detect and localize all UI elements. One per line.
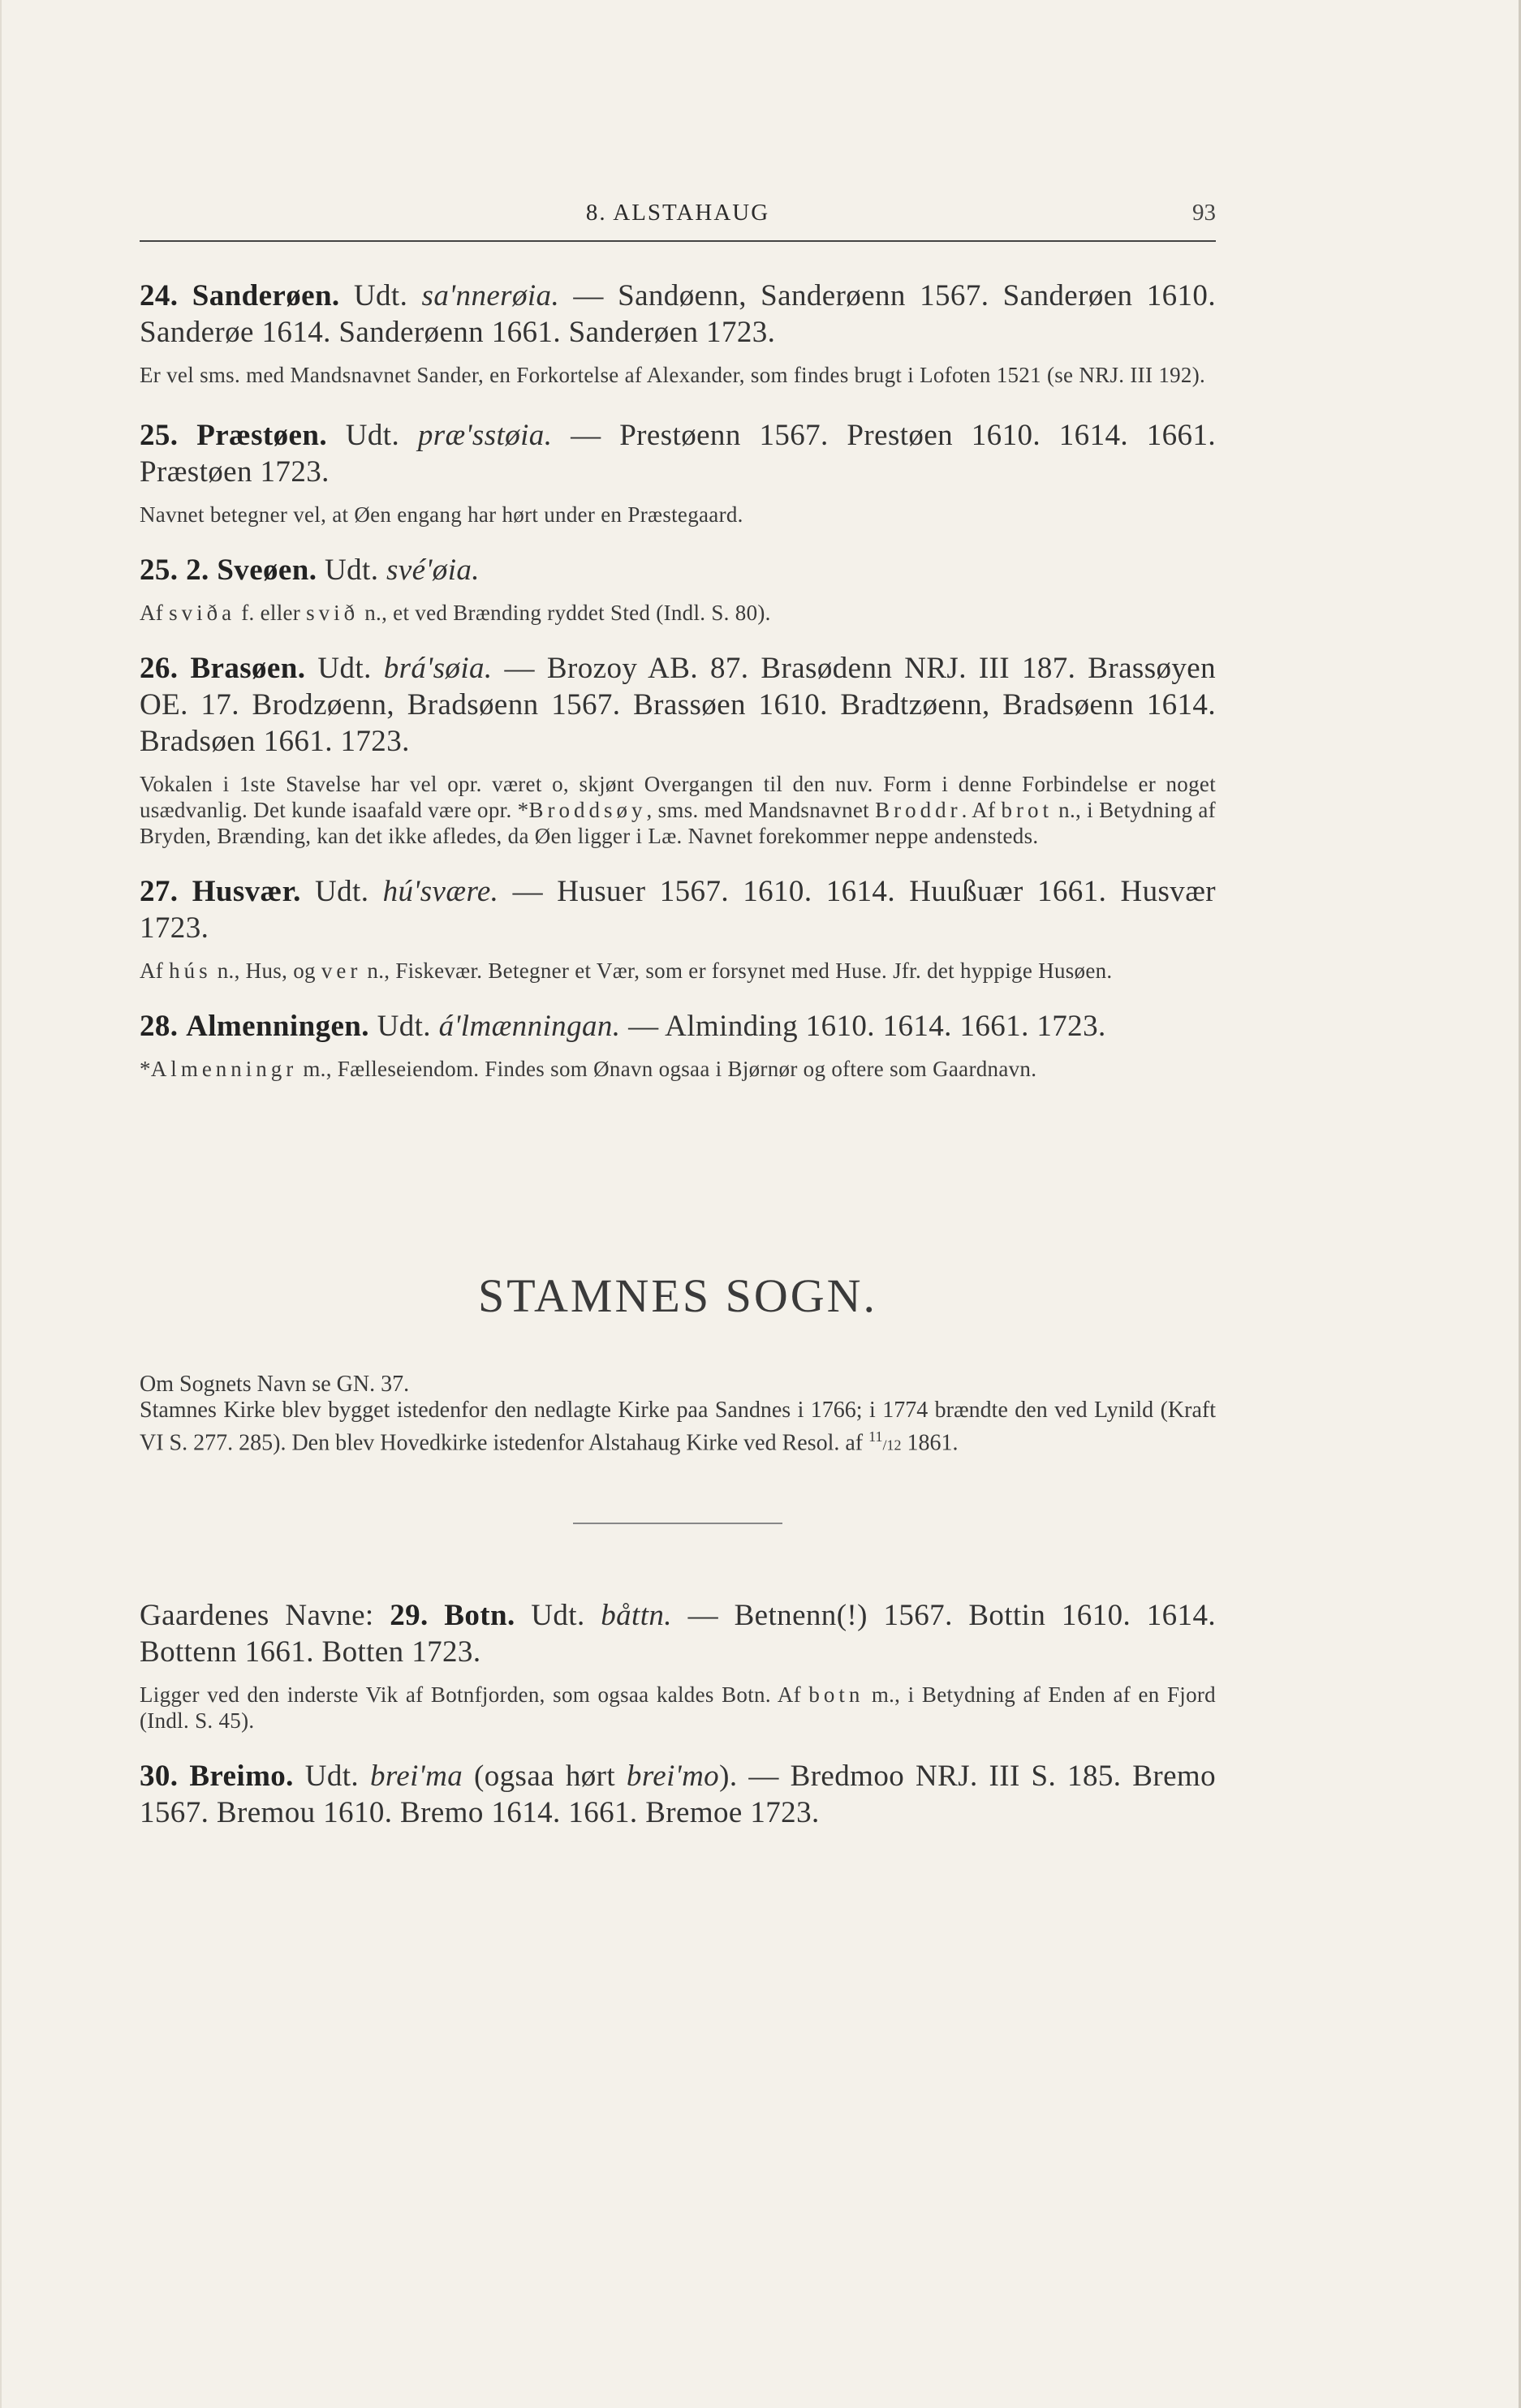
entry-25 <box>140 417 1216 528</box>
entry-lead <box>140 1008 1216 1045</box>
note-text: n., i Betydning af Bryden, Brænding, kan det ikke afledes, da Øen ligger i Læ. Navnet forekommer neppe andensteds. <box>140 798 1216 848</box>
entry-25-2 <box>140 552 1216 626</box>
etymon: sviða <box>169 601 236 625</box>
entry-number: 28. <box>140 1010 179 1043</box>
etymon: ver <box>321 958 362 983</box>
entry-number: 24. <box>140 279 179 312</box>
etymon: hús <box>169 958 212 983</box>
note-text: Af <box>140 601 164 625</box>
pronunciation: brá'søia. <box>383 652 493 685</box>
note-text: m., i Betydning af Enden af en Fjord (Indl. S. 45). <box>140 1682 1216 1734</box>
section-note <box>140 1372 1216 1458</box>
note-text: . Af <box>961 798 996 822</box>
entry-28 <box>140 1008 1216 1082</box>
entry-note <box>140 600 1216 626</box>
entry-name: Præstøen. <box>196 419 328 452</box>
etymon: Broddsøy <box>528 798 647 822</box>
udt-label: Udt. <box>315 875 369 908</box>
note-text: , sms. med Mandsnavnet <box>646 798 869 822</box>
book-page <box>140 188 1216 1831</box>
note-text: Vokalen i 1ste Stavelse har vel opr. været o, skjønt Overgangen til den nuv. Form i denne Forbindelse er noget usædvanlig. Det kunde isaafald være opr. * <box>140 772 1216 822</box>
running-title <box>140 200 1216 226</box>
entry-27 <box>140 873 1216 984</box>
entry-number: 26. <box>140 652 179 685</box>
entry-lead <box>140 552 1216 588</box>
historical-forms: — Alminding 1610. 1614. 1661. 1723. <box>628 1010 1106 1043</box>
udt-label: Udt. <box>345 419 400 452</box>
historical-forms: — Bredmoo NRJ. III S. 185. Bremo 1567. Bremou 1610. Bremo 1614. 1661. Bremoe 1723. <box>140 1760 1216 1830</box>
entry-number: 27. <box>140 875 179 908</box>
entry-name: Botn. <box>444 1599 515 1633</box>
note-text: n., Fiskevær. Betegner et Vær, som er forsynet med Huse. Jfr. det hyppige Husøen. <box>367 958 1113 983</box>
note-text: n., Hus, og <box>217 958 316 983</box>
note-text: Af <box>140 958 164 983</box>
etymon: Almenningr <box>150 1057 298 1081</box>
etymon: Broddr <box>875 798 962 822</box>
pronunciation-note-end: ). <box>719 1760 738 1794</box>
historical-forms: — Sandøenn, Sanderøenn 1567. Sanderøen 1610. Sanderøe 1614. Sanderøenn 1661. Sanderøen 1723. <box>140 279 1216 349</box>
udt-label: Udt. <box>531 1599 585 1633</box>
page-number: 93 <box>1192 200 1216 226</box>
entry-lead <box>140 650 1216 760</box>
pronunciation-alt: brei'mo <box>626 1760 720 1794</box>
section-name: ALSTAHAUG <box>613 200 770 226</box>
entry-name: Breimo. <box>189 1760 294 1794</box>
entry-name: Sanderøen. <box>192 279 340 312</box>
entry-note <box>140 1682 1216 1734</box>
entry-number: 25. 2. <box>140 554 209 587</box>
entry-note: Navnet betegner vel, at Øen engang har hørt under en Præstegaard. <box>140 502 743 527</box>
entry-26 <box>140 650 1216 849</box>
date-year: 1861. <box>907 1430 959 1456</box>
section-number: 8. <box>585 200 607 226</box>
etymon: svið <box>306 601 360 625</box>
historical-forms: — Husuer 1567. 1610. 1614. Huußuær 1661. Husvær 1723. <box>140 875 1216 945</box>
pronunciation: sa'nnerøia. <box>421 279 560 312</box>
entry-number: 25. <box>140 419 179 452</box>
entry-lead <box>140 278 1216 351</box>
entry-lead <box>140 873 1216 946</box>
entry-note: Er vel sms. med Mandsnavnet Sander, en Forkortelse af Alexander, som findes brugt i Lofoten 1521 (se NRJ. III 192). <box>140 363 1206 387</box>
udt-label: Udt. <box>353 279 408 312</box>
section-note-text: Stamnes Kirke blev bygget istedenfor den nedlagte Kirke paa Sandnes i 1766; i 1774 brændte den ved Lynild (Kraft VI S. 277. 285). Den blev Hovedkirke istedenfor Alstahaug Kirke ved Resol. af <box>140 1398 1216 1456</box>
entry-lead <box>140 417 1216 490</box>
pronunciation: præ'sstøia. <box>417 419 553 452</box>
entry-29 <box>140 1597 1216 1734</box>
udt-label: Udt. <box>304 1760 360 1794</box>
historical-forms: — Brozoy AB. 87. Brasødenn NRJ. III 187. Brassøyen OE. 17. Brodzøenn, Bradsøenn 1567. Brassøen 1610. Bradtzøenn, Bradsøenn 1614. Bradsøen 1661. 1723. <box>140 652 1217 758</box>
pronunciation: své'øia. <box>386 554 480 587</box>
pronunciation-note: (ogsaa hørt <box>474 1760 616 1794</box>
udt-label: Udt. <box>325 554 379 587</box>
pronunciation: brei'ma <box>369 1760 463 1794</box>
pronunciation: båttn. <box>601 1599 672 1633</box>
entry-name: Husvær. <box>192 875 301 908</box>
entry-24 <box>140 278 1216 388</box>
pronunciation: hú'svære. <box>382 875 499 908</box>
historical-forms: — Prestøenn 1567. Prestøen 1610. 1614. 1661. Præstøen 1723. <box>140 419 1216 489</box>
section-note-line: Om Sognets Navn se GN. 37. <box>140 1372 410 1397</box>
note-text: n., et ved Brænding ryddet Sted (Indl. S. 80). <box>364 601 771 625</box>
entry-note <box>140 958 1216 984</box>
entry-number: 29. <box>390 1599 429 1633</box>
entry-name: Almenningen. <box>186 1010 369 1043</box>
page-edge-left <box>0 0 2 2408</box>
entry-note <box>140 1056 1216 1082</box>
note-text: * <box>140 1057 151 1081</box>
note-text: Ligger ved den inderste Vik af Botnfjorden, som ogsaa kaldes Botn. Af <box>140 1682 801 1708</box>
section-note-paragraph <box>140 1398 1216 1458</box>
entry-lead <box>140 1758 1216 1831</box>
section-title: STAMNES SOGN. <box>478 1269 877 1322</box>
running-header <box>140 188 1216 237</box>
udt-label: Udt. <box>377 1010 431 1043</box>
entry-name: Brasøen. <box>190 652 306 685</box>
udt-label: Udt. <box>317 652 372 685</box>
section-separator <box>573 1523 782 1524</box>
date-day: 11 <box>868 1428 883 1445</box>
farms-prefix: Gaardenes Navne: <box>140 1599 374 1633</box>
date-month: /12 <box>882 1437 902 1454</box>
note-text: f. eller <box>241 601 301 625</box>
pronunciation: á'lmænningan. <box>438 1010 621 1043</box>
entry-30 <box>140 1758 1216 1831</box>
entry-note <box>140 771 1216 849</box>
entry-name: Sveøen. <box>217 554 317 587</box>
historical-forms: — Betnenn(!) 1567. Bottin 1610. 1614. Bottenn 1661. Botten 1723. <box>140 1599 1216 1669</box>
etymon: botn <box>808 1682 864 1708</box>
note-text: m., Fælleseiendom. Findes som Ønavn ogsaa i Bjørnør og oftere som Gaardnavn. <box>303 1057 1037 1081</box>
header-rule <box>140 240 1216 242</box>
entry-lead <box>140 1597 1216 1670</box>
entry-number: 30. <box>140 1760 179 1794</box>
etymon: brot <box>1001 798 1053 822</box>
